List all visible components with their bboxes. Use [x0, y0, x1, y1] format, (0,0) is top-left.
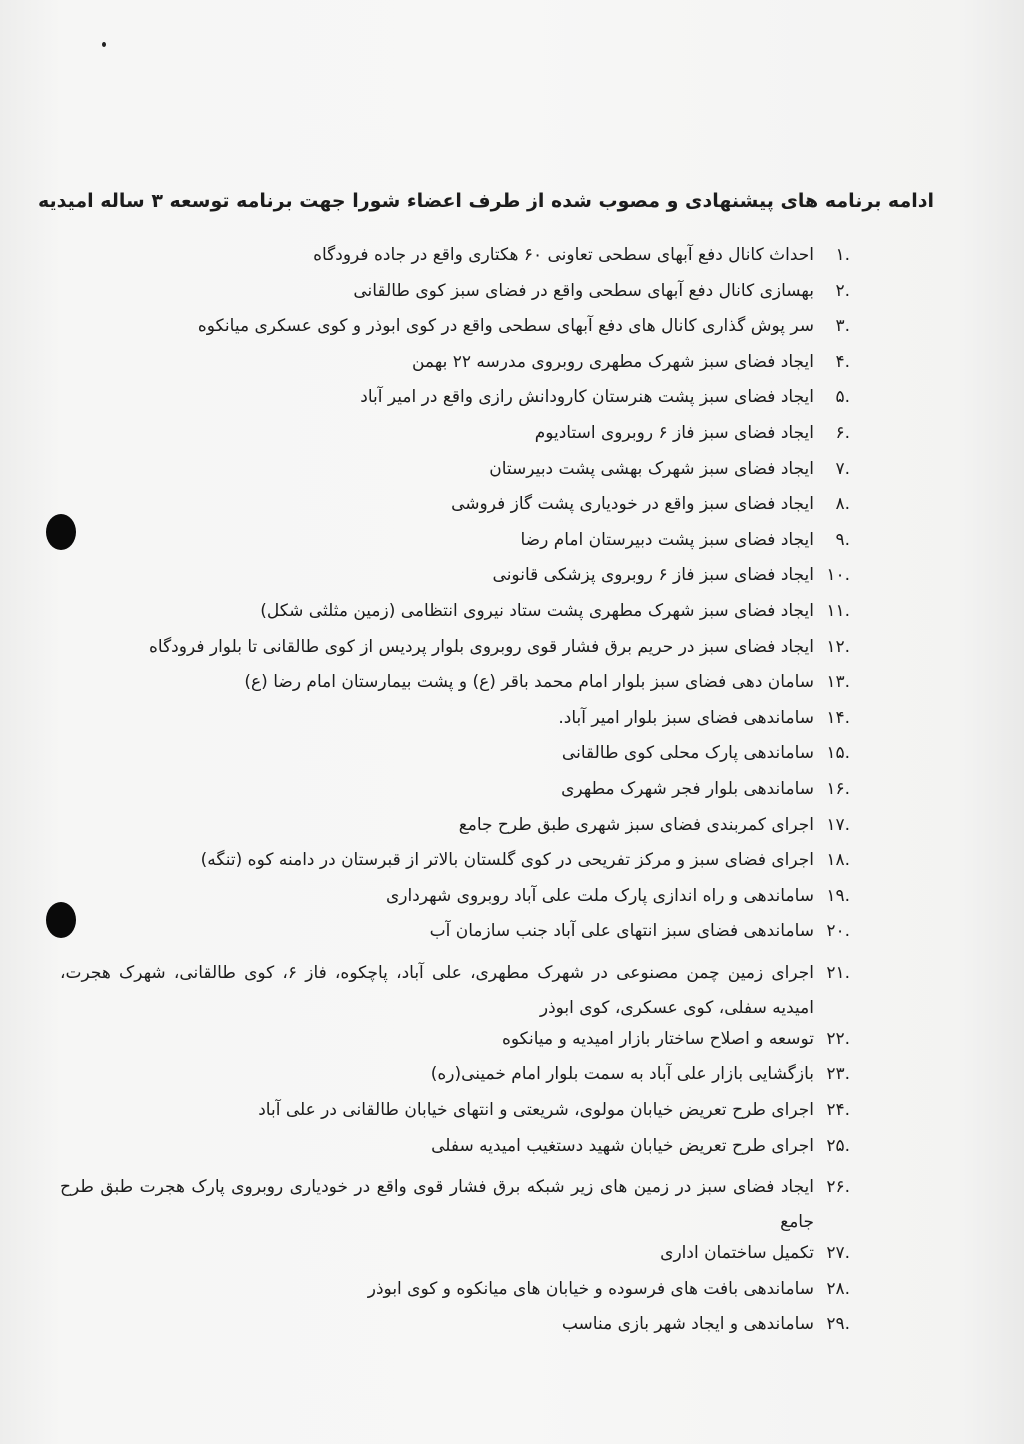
item-number: .۱۲ [826, 636, 850, 657]
list-item [60, 1170, 850, 1240]
item-text: تکمیل ساختمان اداری [660, 1243, 814, 1264]
list-item [60, 1135, 850, 1158]
item-text: ایجاد فضای سبز پشت هنرستان کارودانش رازی واقع در امیر آباد [360, 387, 814, 408]
item-text: ایجاد فضای سبز در حریم برق فشار قوی روبروی بلوار پردیس از کوی طالقانی تا بلوار فرودگاه [148, 636, 814, 657]
list-item [60, 956, 850, 1026]
item-text: اجرای کمربندی فضای سبز شهری طبق طرح جامع [458, 814, 814, 835]
list-item [60, 315, 850, 338]
item-text: ساماندهی پارک محلی کوی طالقانی [561, 743, 814, 764]
item-text: اجرای فضای سبز و مرکز تفریحی در کوی گلستان بالاتر از قبرستان در دامنه کوه (تنگه) [200, 850, 814, 871]
list-item [60, 1313, 850, 1336]
list-item [60, 1278, 850, 1301]
list-item [60, 814, 850, 837]
item-number: .۲۹ [826, 1314, 850, 1335]
list-item [60, 1242, 850, 1265]
item-text: ساماندهی فضای سبز بلوار امیر آباد. [558, 707, 814, 728]
item-number: .۱۱ [826, 600, 850, 621]
item-text: ایجاد فضای سبز فاز ۶ روبروی استادیوم [534, 422, 814, 443]
item-number: .۲۵ [826, 1135, 850, 1156]
item-text: ساماندهی بلوار فجر شهرک مطهری [561, 778, 814, 799]
item-number: .۹ [835, 529, 850, 550]
item-text: بازگشایی بازار علی آباد به سمت بلوار امام خمینی(ره) [430, 1064, 814, 1085]
item-number: .۲۴ [826, 1100, 850, 1121]
item-number: .۸ [835, 494, 850, 515]
item-number: .۱۳ [826, 672, 850, 693]
list-item [60, 742, 850, 765]
item-text: ایجاد فضای سبز در زمین های زیر شبکه برق فشار قوی واقع در خودیاری روبروی پارک هجرت طبق طرح جامع [60, 1177, 814, 1233]
item-text: اجرای طرح تعریض خیابان مولوی، شریعتی و انتهای خیابان طالقانی در علی آباد [258, 1100, 814, 1121]
item-number: .۱۹ [826, 885, 850, 906]
item-number: .۱۸ [826, 850, 850, 871]
item-text: ایجاد فضای سبز واقع در خودیاری پشت گاز فروشی [451, 494, 814, 515]
item-number: .۴ [835, 351, 850, 372]
list-item [60, 671, 850, 694]
list-item [60, 529, 850, 552]
list-item [60, 1099, 850, 1122]
item-number: .۱۷ [826, 814, 850, 835]
item-text: ساماندهی بافت های فرسوده و خیابان های میانکوه و کوی ابوذر [367, 1278, 814, 1299]
list-item [60, 1028, 850, 1051]
item-number: .۷ [835, 458, 850, 479]
list-item [60, 707, 850, 730]
item-number: .۱۶ [826, 778, 850, 799]
item-text: ساماندهی و ایجاد شهر بازی مناسب [561, 1314, 814, 1335]
list-item [60, 351, 850, 374]
list-item [60, 885, 850, 908]
list-item [60, 849, 850, 872]
item-number: .۲۰ [826, 921, 850, 942]
item-number: .۲۷ [826, 1243, 850, 1264]
document-title: ادامه برنامه های پیشنهادی و مصوب شده از طرف اعضاء شورا جهت برنامه توسعه ۳ ساله امیدیه [37, 190, 934, 212]
item-text: ایجاد فضای سبز پشت دبیرستان امام رضا [520, 529, 814, 550]
item-number: .۲۲ [826, 1028, 850, 1049]
item-number: .۱۰ [826, 565, 850, 586]
item-text: ساماندهی و راه اندازی پارک ملت علی آباد روبروی شهرداری [385, 885, 814, 906]
item-number: .۱۵ [826, 743, 850, 764]
item-text: توسعه و اصلاح ساختار بازار امیدیه و میانکوه [501, 1028, 814, 1049]
list-item [60, 564, 850, 587]
program-list [60, 244, 850, 1349]
item-number: .۲۱ [826, 962, 850, 983]
list-item [60, 458, 850, 481]
item-text: اجرای زمین چمن مصنوعی در شهرک مطهری، علی آباد، پاچکوه، فاز ۶، کوی طالقانی، شهرک هجرت، امیدیه سفلی، کوی عسکری، کوی ابوذر [60, 962, 815, 1018]
list-item [60, 920, 850, 943]
item-text: بهسازی کانال دفع آبهای سطحی واقع در فضای سبز کوی طالقانی [353, 280, 814, 301]
item-number: .۶ [835, 422, 850, 443]
item-number: .۲ [835, 280, 850, 301]
item-text: اجرای طرح تعریض خیابان شهید دستغیب امیدیه سفلی [431, 1135, 814, 1156]
list-item [60, 1063, 850, 1086]
item-number: .۲۸ [826, 1278, 850, 1299]
item-text: ساماندهی فضای سبز انتهای علی آباد جنب سازمان آب [429, 921, 814, 942]
item-text: ایجاد فضای سبز شهرک مطهری روبروی مدرسه ۲۲ بهمن [411, 351, 814, 372]
item-number: .۵ [835, 387, 850, 408]
item-text: احداث کانال دفع آبهای سطحی تعاونی ۶۰ هکتاری واقع در جاده فرودگاه [313, 245, 814, 265]
item-number: .۳ [835, 316, 850, 337]
list-item [60, 600, 850, 623]
item-text: سر پوش گذاری کانال های دفع آبهای سطحی واقع در کوی ابوذر و کوی عسکری میانکوه [197, 316, 814, 337]
list-item [60, 244, 850, 267]
list-item [60, 422, 850, 445]
item-text: ایجاد فضای سبز شهرک مطهری پشت ستاد نیروی انتظامی (زمین مثلثی شکل) [260, 600, 814, 621]
list-item [60, 493, 850, 516]
list-item [60, 778, 850, 801]
scan-speck [102, 42, 106, 47]
item-number: .۲۶ [826, 1177, 850, 1198]
list-item [60, 636, 850, 659]
item-text: ایجاد فضای سبز شهرک بهشی پشت دبیرستان [489, 458, 814, 479]
item-number: .۲۳ [826, 1064, 850, 1085]
item-number: .۱۴ [826, 707, 850, 728]
list-item [60, 386, 850, 409]
item-number: .۱ [835, 245, 850, 265]
item-text: سامان دهی فضای سبز بلوار امام محمد باقر (ع) و پشت بیمارستان امام رضا (ع) [244, 672, 814, 693]
list-item [60, 280, 850, 303]
item-text: ایجاد فضای سبز فاز ۶ روبروی پزشکی قانونی [492, 565, 814, 586]
